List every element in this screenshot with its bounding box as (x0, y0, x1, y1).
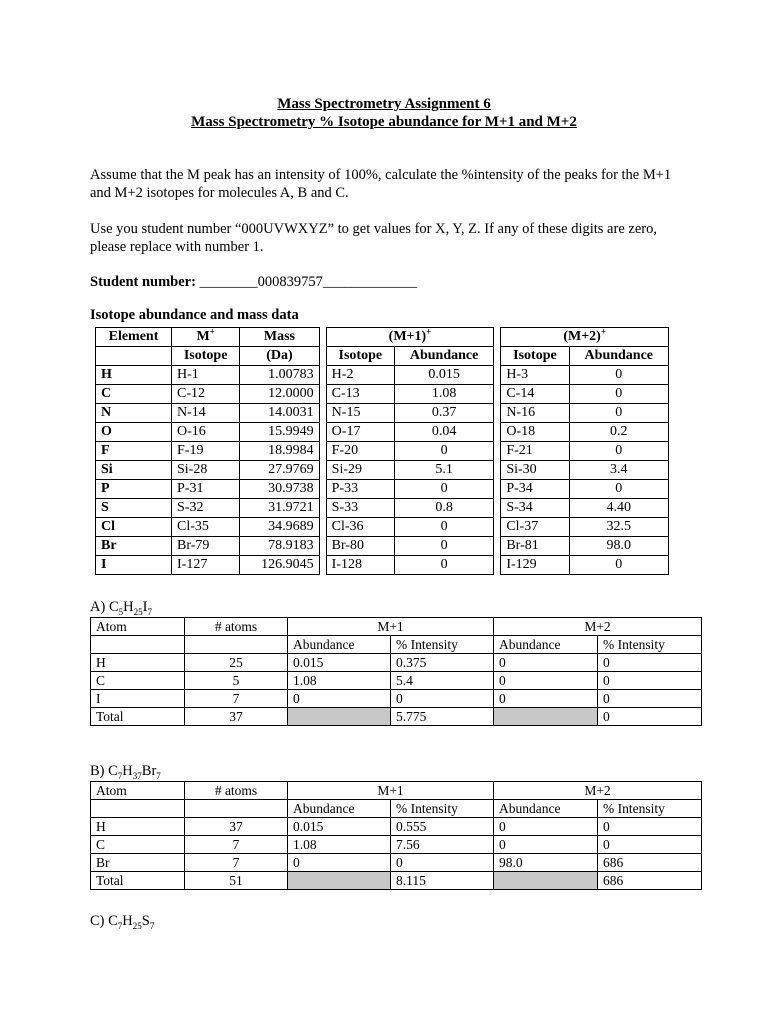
header-m-plus-2: (M+2)+ (501, 328, 669, 347)
isotope-row (96, 423, 669, 442)
gap-cell (494, 518, 501, 537)
molecule-subheader-row (91, 636, 702, 654)
mass-cell: 126.9045 (240, 556, 319, 575)
gap-cell (494, 442, 501, 461)
m1-isotope-cell: N-15 (326, 404, 394, 423)
m1-abundance-cell: 0.015 (288, 818, 391, 836)
molecule-row (91, 654, 702, 672)
m2-isotope-cell: S-34 (501, 499, 569, 518)
m2-intensity-cell: 686 (598, 854, 702, 872)
atom-count-cell: 7 (185, 854, 288, 872)
m1-isotope-cell: Si-29 (326, 461, 394, 480)
student-number-value: ________000839757_____________ (199, 274, 418, 290)
m1-isotope-cell: P-33 (326, 480, 394, 499)
mass-cell: 1.00783 (240, 366, 319, 385)
molecule-total-row (91, 708, 702, 726)
formula-element: S (141, 913, 150, 929)
m2-abundance-cell: 0 (569, 442, 668, 461)
m2-abundance-cell: 0 (494, 836, 598, 854)
m2-intensity-cell: 0 (598, 672, 702, 690)
m2-intensity-cell: 0 (598, 836, 702, 854)
m1-abundance-cell: 0.8 (394, 499, 493, 518)
m-isotope-cell: S-32 (172, 499, 240, 518)
atom-cell: I (91, 690, 185, 708)
atom-count-cell: 7 (185, 836, 288, 854)
header-mass: Mass (240, 328, 319, 347)
header-abundance-m1: Abundance (394, 347, 493, 366)
m2-isotope-cell: O-18 (501, 423, 569, 442)
atoms-count-header: # atoms (185, 782, 288, 800)
m1-abundance-cell: 0.37 (394, 404, 493, 423)
m2-intensity-cell: 0 (598, 654, 702, 672)
m2-abundance-cell: 0 (494, 654, 598, 672)
m-isotope-cell: H-1 (172, 366, 240, 385)
formula-element: C (108, 763, 118, 779)
formula-subscript: 7 (117, 770, 123, 781)
m2-isotope-cell: Br-81 (501, 537, 569, 556)
shaded-cell (494, 708, 598, 726)
element-cell: O (96, 423, 172, 442)
molecule-header-row (91, 618, 702, 636)
shaded-cell (288, 872, 391, 890)
m1-abundance-cell: 1.08 (288, 672, 391, 690)
atom-header: Atom (91, 782, 185, 800)
total-label-cell: Total (91, 872, 185, 890)
abundance-header: Abundance (288, 636, 391, 654)
m2-abundance-cell: 98.0 (569, 537, 668, 556)
m2-abundance-cell: 32.5 (569, 518, 668, 537)
header-abundance-m2: Abundance (569, 347, 668, 366)
isotope-row (96, 518, 669, 537)
gap-cell (319, 461, 326, 480)
m2-isotope-cell: P-34 (501, 480, 569, 499)
m2-intensity-cell: 0 (598, 690, 702, 708)
m1-intensity-cell: 0.555 (391, 818, 494, 836)
formula-subscript: 25 (133, 606, 143, 617)
m1-isotope-cell: Br-80 (326, 537, 394, 556)
isotope-row (96, 404, 669, 423)
intensity-header: % Intensity (391, 800, 494, 818)
isotope-table-title: Isotope abundance and mass data (90, 307, 299, 323)
header-da: (Da) (240, 347, 319, 366)
m1-intensity-cell: 5.4 (391, 672, 494, 690)
gap-cell (319, 385, 326, 404)
total-m1-intensity-cell: 8.115 (391, 872, 494, 890)
m2-isotope-cell: C-14 (501, 385, 569, 404)
total-m2-intensity-cell: 686 (598, 872, 702, 890)
m2-isotope-cell: N-16 (501, 404, 569, 423)
m2-abundance-cell: 0.2 (569, 423, 668, 442)
instruction-paragraph-1: Assume that the M peak has an intensity of 100%, calculate the %intensity of the peaks for the M+1 and M+2 isotopes for molecules A, B and C. (90, 167, 672, 201)
m2-isotope-cell: Si-30 (501, 461, 569, 480)
gap-cell (494, 404, 501, 423)
abundance-header: Abundance (494, 800, 598, 818)
blank-header (91, 800, 185, 818)
gap-cell (494, 499, 501, 518)
isotope-row (96, 480, 669, 499)
molecule-subheader-row (91, 800, 702, 818)
blank-header (91, 636, 185, 654)
mass-cell: 27.9769 (240, 461, 319, 480)
m1-abundance-cell: 0 (394, 556, 493, 575)
total-count-cell: 51 (185, 872, 288, 890)
gap-cell (494, 480, 501, 499)
assignment-title: Mass Spectrometry Assignment 6 (277, 96, 491, 112)
molecule-total-row (91, 872, 702, 890)
atom-cell: H (91, 654, 185, 672)
mass-cell: 78.9183 (240, 537, 319, 556)
student-number-label: Student number: (90, 274, 196, 290)
isotope-header-row-1 (96, 328, 669, 347)
header-m-plus-1: (M+1)+ (326, 328, 494, 347)
m2-abundance-cell: 0 (569, 385, 668, 404)
gap-cell (319, 499, 326, 518)
molecule-letter: C) (90, 913, 109, 929)
m-plus-1-header: M+1 (288, 618, 494, 636)
total-m2-intensity-cell: 0 (598, 708, 702, 726)
atom-count-cell: 7 (185, 690, 288, 708)
m1-intensity-cell: 7.56 (391, 836, 494, 854)
atom-count-cell: 25 (185, 654, 288, 672)
molecule-row (91, 672, 702, 690)
isotope-row (96, 537, 669, 556)
m1-isotope-cell: Cl-36 (326, 518, 394, 537)
molecule-table (90, 781, 702, 890)
atoms-count-header: # atoms (185, 618, 288, 636)
gap-cell (319, 537, 326, 556)
m2-abundance-cell: 0 (569, 366, 668, 385)
m-isotope-cell: I-127 (172, 556, 240, 575)
gap-cell (319, 423, 326, 442)
formula-element: Br (141, 763, 157, 779)
formula-element: C (108, 913, 118, 929)
formula-element: H (122, 763, 133, 779)
assignment-subtitle: Mass Spectrometry % Isotope abundance for M+1 and M+2 (191, 114, 577, 130)
atom-cell: H (91, 818, 185, 836)
formula-element: H (123, 599, 134, 615)
header-isotope-m1: Isotope (326, 347, 394, 366)
gap-cell (319, 328, 326, 347)
formula-subscript: 7 (156, 770, 161, 781)
m2-abundance-cell: 0 (569, 404, 668, 423)
m1-isotope-cell: F-20 (326, 442, 394, 461)
atom-cell: C (91, 672, 185, 690)
m1-abundance-cell: 0.015 (394, 366, 493, 385)
m1-intensity-cell: 0.375 (391, 654, 494, 672)
m1-intensity-cell: 0 (391, 690, 494, 708)
abundance-header: Abundance (288, 800, 391, 818)
intensity-header: % Intensity (598, 800, 702, 818)
formula-element: C (108, 599, 119, 615)
formula-subscript: 7 (147, 606, 152, 617)
m2-abundance-cell: 0 (494, 690, 598, 708)
element-cell: S (96, 499, 172, 518)
mass-cell: 15.9949 (240, 423, 319, 442)
total-count-cell: 37 (185, 708, 288, 726)
gap-cell (319, 556, 326, 575)
element-cell: F (96, 442, 172, 461)
gap-cell (494, 537, 501, 556)
m-isotope-cell: C-12 (172, 385, 240, 404)
m-isotope-cell: O-16 (172, 423, 240, 442)
molecule-label (90, 762, 161, 780)
element-cell: Cl (96, 518, 172, 537)
mass-cell: 12.0000 (240, 385, 319, 404)
molecule-header-row (91, 782, 702, 800)
atom-count-cell: 37 (185, 818, 288, 836)
m1-abundance-cell: 0 (288, 690, 391, 708)
element-cell: Si (96, 461, 172, 480)
isotope-table (95, 327, 669, 575)
m-isotope-cell: P-31 (172, 480, 240, 499)
m-isotope-cell: Si-28 (172, 461, 240, 480)
gap-cell (494, 328, 501, 347)
formula-subscript: 25 (132, 920, 142, 931)
gap-cell (494, 366, 501, 385)
m1-abundance-cell: 0 (288, 854, 391, 872)
gap-cell (494, 461, 501, 480)
m2-abundance-cell: 0 (569, 556, 668, 575)
m1-abundance-cell: 0 (394, 480, 493, 499)
gap-cell (494, 385, 501, 404)
molecule-letter: A) (90, 599, 109, 615)
m2-isotope-cell: Cl-37 (501, 518, 569, 537)
m1-abundance-cell: 0 (394, 442, 493, 461)
m1-isotope-cell: S-33 (326, 499, 394, 518)
header-element: Element (96, 328, 172, 347)
gap-cell (319, 366, 326, 385)
isotope-table-body (96, 366, 669, 575)
molecule-row (91, 818, 702, 836)
molecule-label (90, 598, 152, 616)
gap-cell (319, 442, 326, 461)
m2-abundance-cell: 0 (494, 818, 598, 836)
m-isotope-cell: Br-79 (172, 537, 240, 556)
m2-isotope-cell: I-129 (501, 556, 569, 575)
m1-intensity-cell: 0 (391, 854, 494, 872)
shaded-cell (494, 872, 598, 890)
header-isotope: Isotope (172, 347, 240, 366)
instruction-paragraph-2: Use you student number “000UVWXYZ” to get values for X, Y, Z. If any of these digits are zero, please replace with number 1. (90, 221, 657, 255)
formula-element: I (142, 599, 148, 615)
atom-count-cell: 5 (185, 672, 288, 690)
atom-cell: Br (91, 854, 185, 872)
blank-header (185, 636, 288, 654)
mass-cell: 14.0031 (240, 404, 319, 423)
header-isotope-m2: Isotope (501, 347, 569, 366)
element-cell: H (96, 366, 172, 385)
m1-abundance-cell: 5.1 (394, 461, 493, 480)
total-label-cell: Total (91, 708, 185, 726)
header-m: M+ (172, 328, 240, 347)
isotope-row (96, 442, 669, 461)
m1-isotope-cell: C-13 (326, 385, 394, 404)
m1-abundance-cell: 0 (394, 518, 493, 537)
m1-abundance-cell: 0.015 (288, 654, 391, 672)
mass-cell: 30.9738 (240, 480, 319, 499)
m1-abundance-cell: 0 (394, 537, 493, 556)
isotope-row (96, 385, 669, 404)
m-isotope-cell: N-14 (172, 404, 240, 423)
m1-isotope-cell: O-17 (326, 423, 394, 442)
atom-cell: C (91, 836, 185, 854)
m-plus-2-header: M+2 (494, 782, 702, 800)
atom-header: Atom (91, 618, 185, 636)
gap-cell (494, 347, 501, 366)
m2-isotope-cell: F-21 (501, 442, 569, 461)
element-cell: Br (96, 537, 172, 556)
intensity-header: % Intensity (391, 636, 494, 654)
m1-abundance-cell: 1.08 (288, 836, 391, 854)
m-plus-2-header: M+2 (494, 618, 702, 636)
formula-subscript: 5 (118, 606, 124, 617)
shaded-cell (288, 708, 391, 726)
formula-subscript: 7 (149, 920, 155, 931)
molecule-row (91, 690, 702, 708)
blank-header (185, 800, 288, 818)
isotope-row (96, 556, 669, 575)
m1-isotope-cell: H-2 (326, 366, 394, 385)
molecule-table (90, 617, 702, 726)
gap-cell (494, 556, 501, 575)
m2-abundance-cell: 0 (569, 480, 668, 499)
m-isotope-cell: F-19 (172, 442, 240, 461)
molecule-letter: B) (90, 763, 109, 779)
mass-cell: 34.9689 (240, 518, 319, 537)
m2-isotope-cell: H-3 (501, 366, 569, 385)
element-cell: N (96, 404, 172, 423)
isotope-row (96, 461, 669, 480)
m2-abundance-cell: 0 (494, 672, 598, 690)
m2-abundance-cell: 4.40 (569, 499, 668, 518)
molecule-label (90, 912, 154, 930)
m2-intensity-cell: 0 (598, 818, 702, 836)
gap-cell (319, 347, 326, 366)
gap-cell (319, 480, 326, 499)
element-cell: I (96, 556, 172, 575)
element-cell: C (96, 385, 172, 404)
element-cell: P (96, 480, 172, 499)
formula-subscript: 7 (117, 920, 123, 931)
molecule-row (91, 854, 702, 872)
isotope-row (96, 366, 669, 385)
isotope-row (96, 499, 669, 518)
gap-cell (319, 518, 326, 537)
intensity-header: % Intensity (598, 636, 702, 654)
formula-element: H (122, 913, 133, 929)
header-blank (96, 347, 172, 366)
gap-cell (319, 404, 326, 423)
student-number-line (90, 273, 680, 291)
m1-isotope-cell: I-128 (326, 556, 394, 575)
gap-cell (494, 423, 501, 442)
isotope-header-row-2 (96, 347, 669, 366)
total-m1-intensity-cell: 5.775 (391, 708, 494, 726)
m-plus-1-header: M+1 (288, 782, 494, 800)
formula-subscript: 37 (132, 770, 142, 781)
m2-abundance-cell: 3.4 (569, 461, 668, 480)
molecule-row (91, 836, 702, 854)
abundance-header: Abundance (494, 636, 598, 654)
mass-cell: 31.9721 (240, 499, 319, 518)
m2-abundance-cell: 98.0 (494, 854, 598, 872)
m1-abundance-cell: 1.08 (394, 385, 493, 404)
m1-abundance-cell: 0.04 (394, 423, 493, 442)
mass-cell: 18.9984 (240, 442, 319, 461)
m-isotope-cell: Cl-35 (172, 518, 240, 537)
